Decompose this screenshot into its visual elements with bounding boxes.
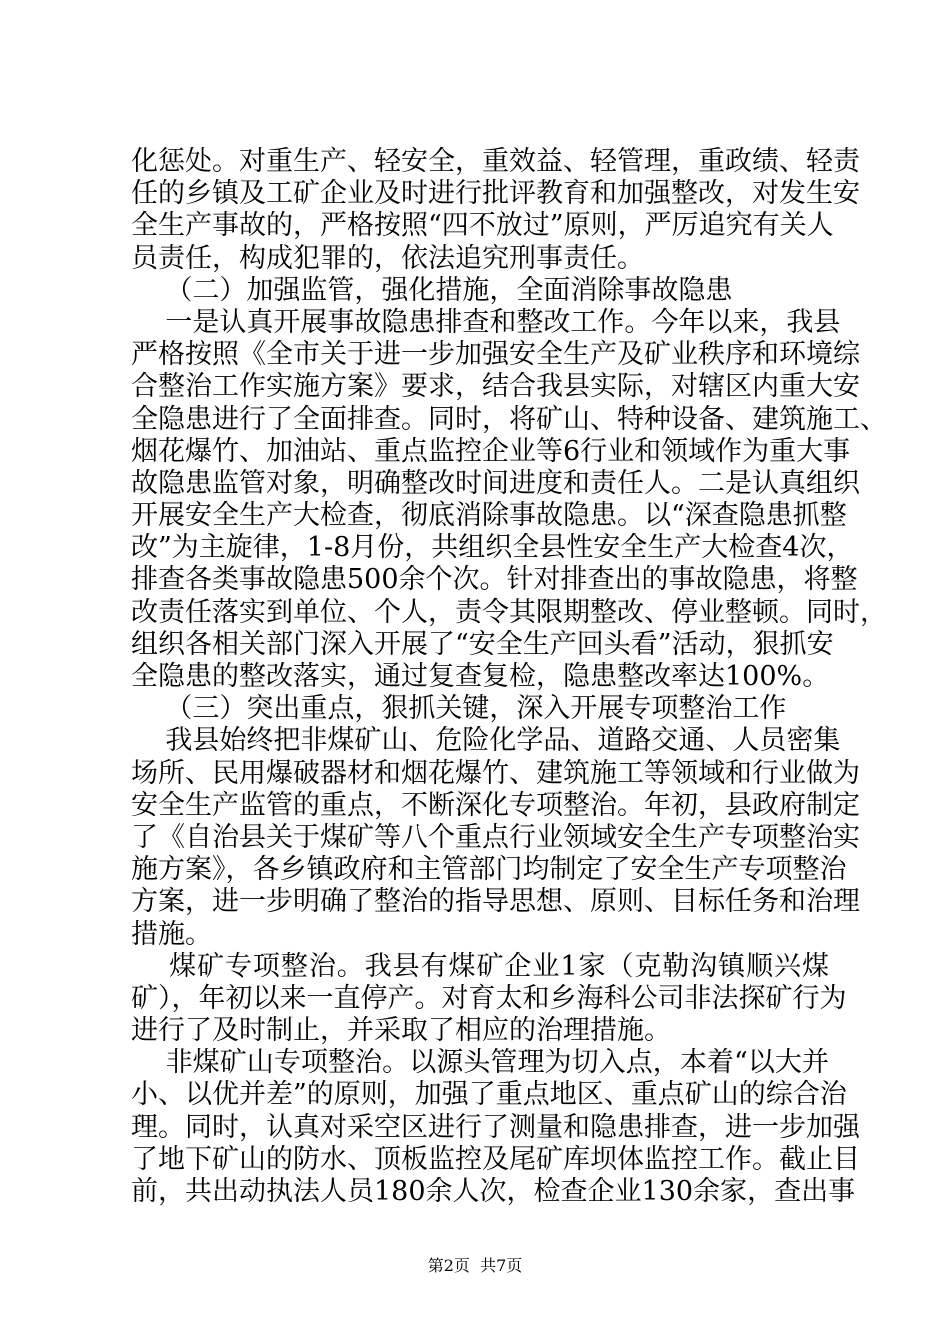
text-line: 方案，进一步明确了整治的指导思想、原则、目标任务和治理 (131, 886, 860, 918)
text-line: 烟花爆竹、加油站、重点监控企业等6行业和领域作为重大事 (131, 435, 851, 467)
text-line: 员责任，构成犯罪的，依法追究刑事责任。 (131, 242, 644, 274)
text-line: 任的乡镇及工矿企业及时进行批评教育和加强整改，对发生安 (131, 178, 860, 210)
text-line: 组织各相关部门深入开展了“安全生产回头看”活动，狠抓安 (131, 628, 834, 660)
text-line: （三）突出重点，狠抓关键，深入开展专项整治工作 (131, 693, 787, 725)
text-line: 严格按照《全市关于进一步加强安全生产及矿业秩序和环境综 (131, 339, 860, 371)
text-line: 矿），年初以来一直停产。对育太和乡海科公司非法探矿行为 (131, 982, 847, 1014)
text-line: 改责任落实到单位、个人，责令其限期整改、停业整顿。同时， (131, 596, 887, 628)
text-line: 了地下矿山的防水、顶板监控及尾矿库坝体监控工作。截止目 (131, 1143, 860, 1175)
text-line: 开展安全生产大检查，彻底消除事故隐患。以“深查隐患抓整 (131, 500, 847, 532)
text-line: 前，共出动执法人员180余人次，检查企业130余家，查出事 (131, 1176, 856, 1207)
text-line: 进行了及时制止，并采取了相应的治理措施。 (131, 1015, 671, 1047)
text-line: 小、以优并差”的原则，加强了重点地区、重点矿山的综合治 (131, 1079, 847, 1111)
text-line: 施方案》，各乡镇政府和主管部门均制定了安全生产专项整治 (131, 854, 847, 886)
text-line: 煤矿专项整治。我县有煤矿企业1家（克勒沟镇顺兴煤 (131, 950, 829, 982)
text-line: 全隐患进行了全面排查。同时，将矿山、特种设备、建筑施工、 (131, 403, 887, 435)
text-line: 安全生产监管的重点，不断深化专项整治。年初，县政府制定 (131, 789, 860, 821)
page-footer: 第2页 共7页 (427, 1256, 523, 1275)
document-body (131, 146, 887, 1208)
text-line: 排查各类事故隐患500余个次。针对排查出的事故隐患，将整 (131, 564, 858, 596)
text-line: 非煤矿山专项整治。以源头管理为切入点，本着“以大并 (131, 1047, 829, 1079)
text-line: 化惩处。对重生产、轻安全，重效益、轻管理，重政绩、轻责 (131, 146, 860, 177)
text-line: 改”为主旋律，1-8月份，共组织全县性安全生产大检查4次， (131, 532, 854, 564)
text-line: 全生产事故的，严格按照“四不放过”原则，严厉追究有关人 (131, 210, 834, 242)
text-line: 场所、民用爆破器材和烟花爆竹、建筑施工等领域和行业做为 (131, 757, 860, 789)
text-line: 理。同时，认真对采空区进行了测量和隐患排查，进一步加强 (131, 1111, 860, 1143)
text-line: 措施。 (131, 918, 212, 950)
text-line: 一是认真开展事故隐患排查和整改工作。今年以来，我县 (131, 306, 841, 338)
text-line: （二）加强监管，强化措施，全面消除事故隐患 (131, 274, 733, 306)
text-line: 故隐患监管对象，明确整改时间进度和责任人。二是认真组织 (131, 467, 860, 499)
text-line: 全隐患的整改落实，通过复查复检，隐患整改率达100%。 (131, 661, 830, 692)
text-line: 了《自治县关于煤矿等八个重点行业领域安全生产专项整治实 (131, 821, 860, 853)
text-line: 合整治工作实施方案》要求，结合我县实际，对辖区内重大安 (131, 371, 860, 403)
text-line: 我县始终把非煤矿山、危险化学品、道路交通、人员密集 (131, 725, 841, 757)
